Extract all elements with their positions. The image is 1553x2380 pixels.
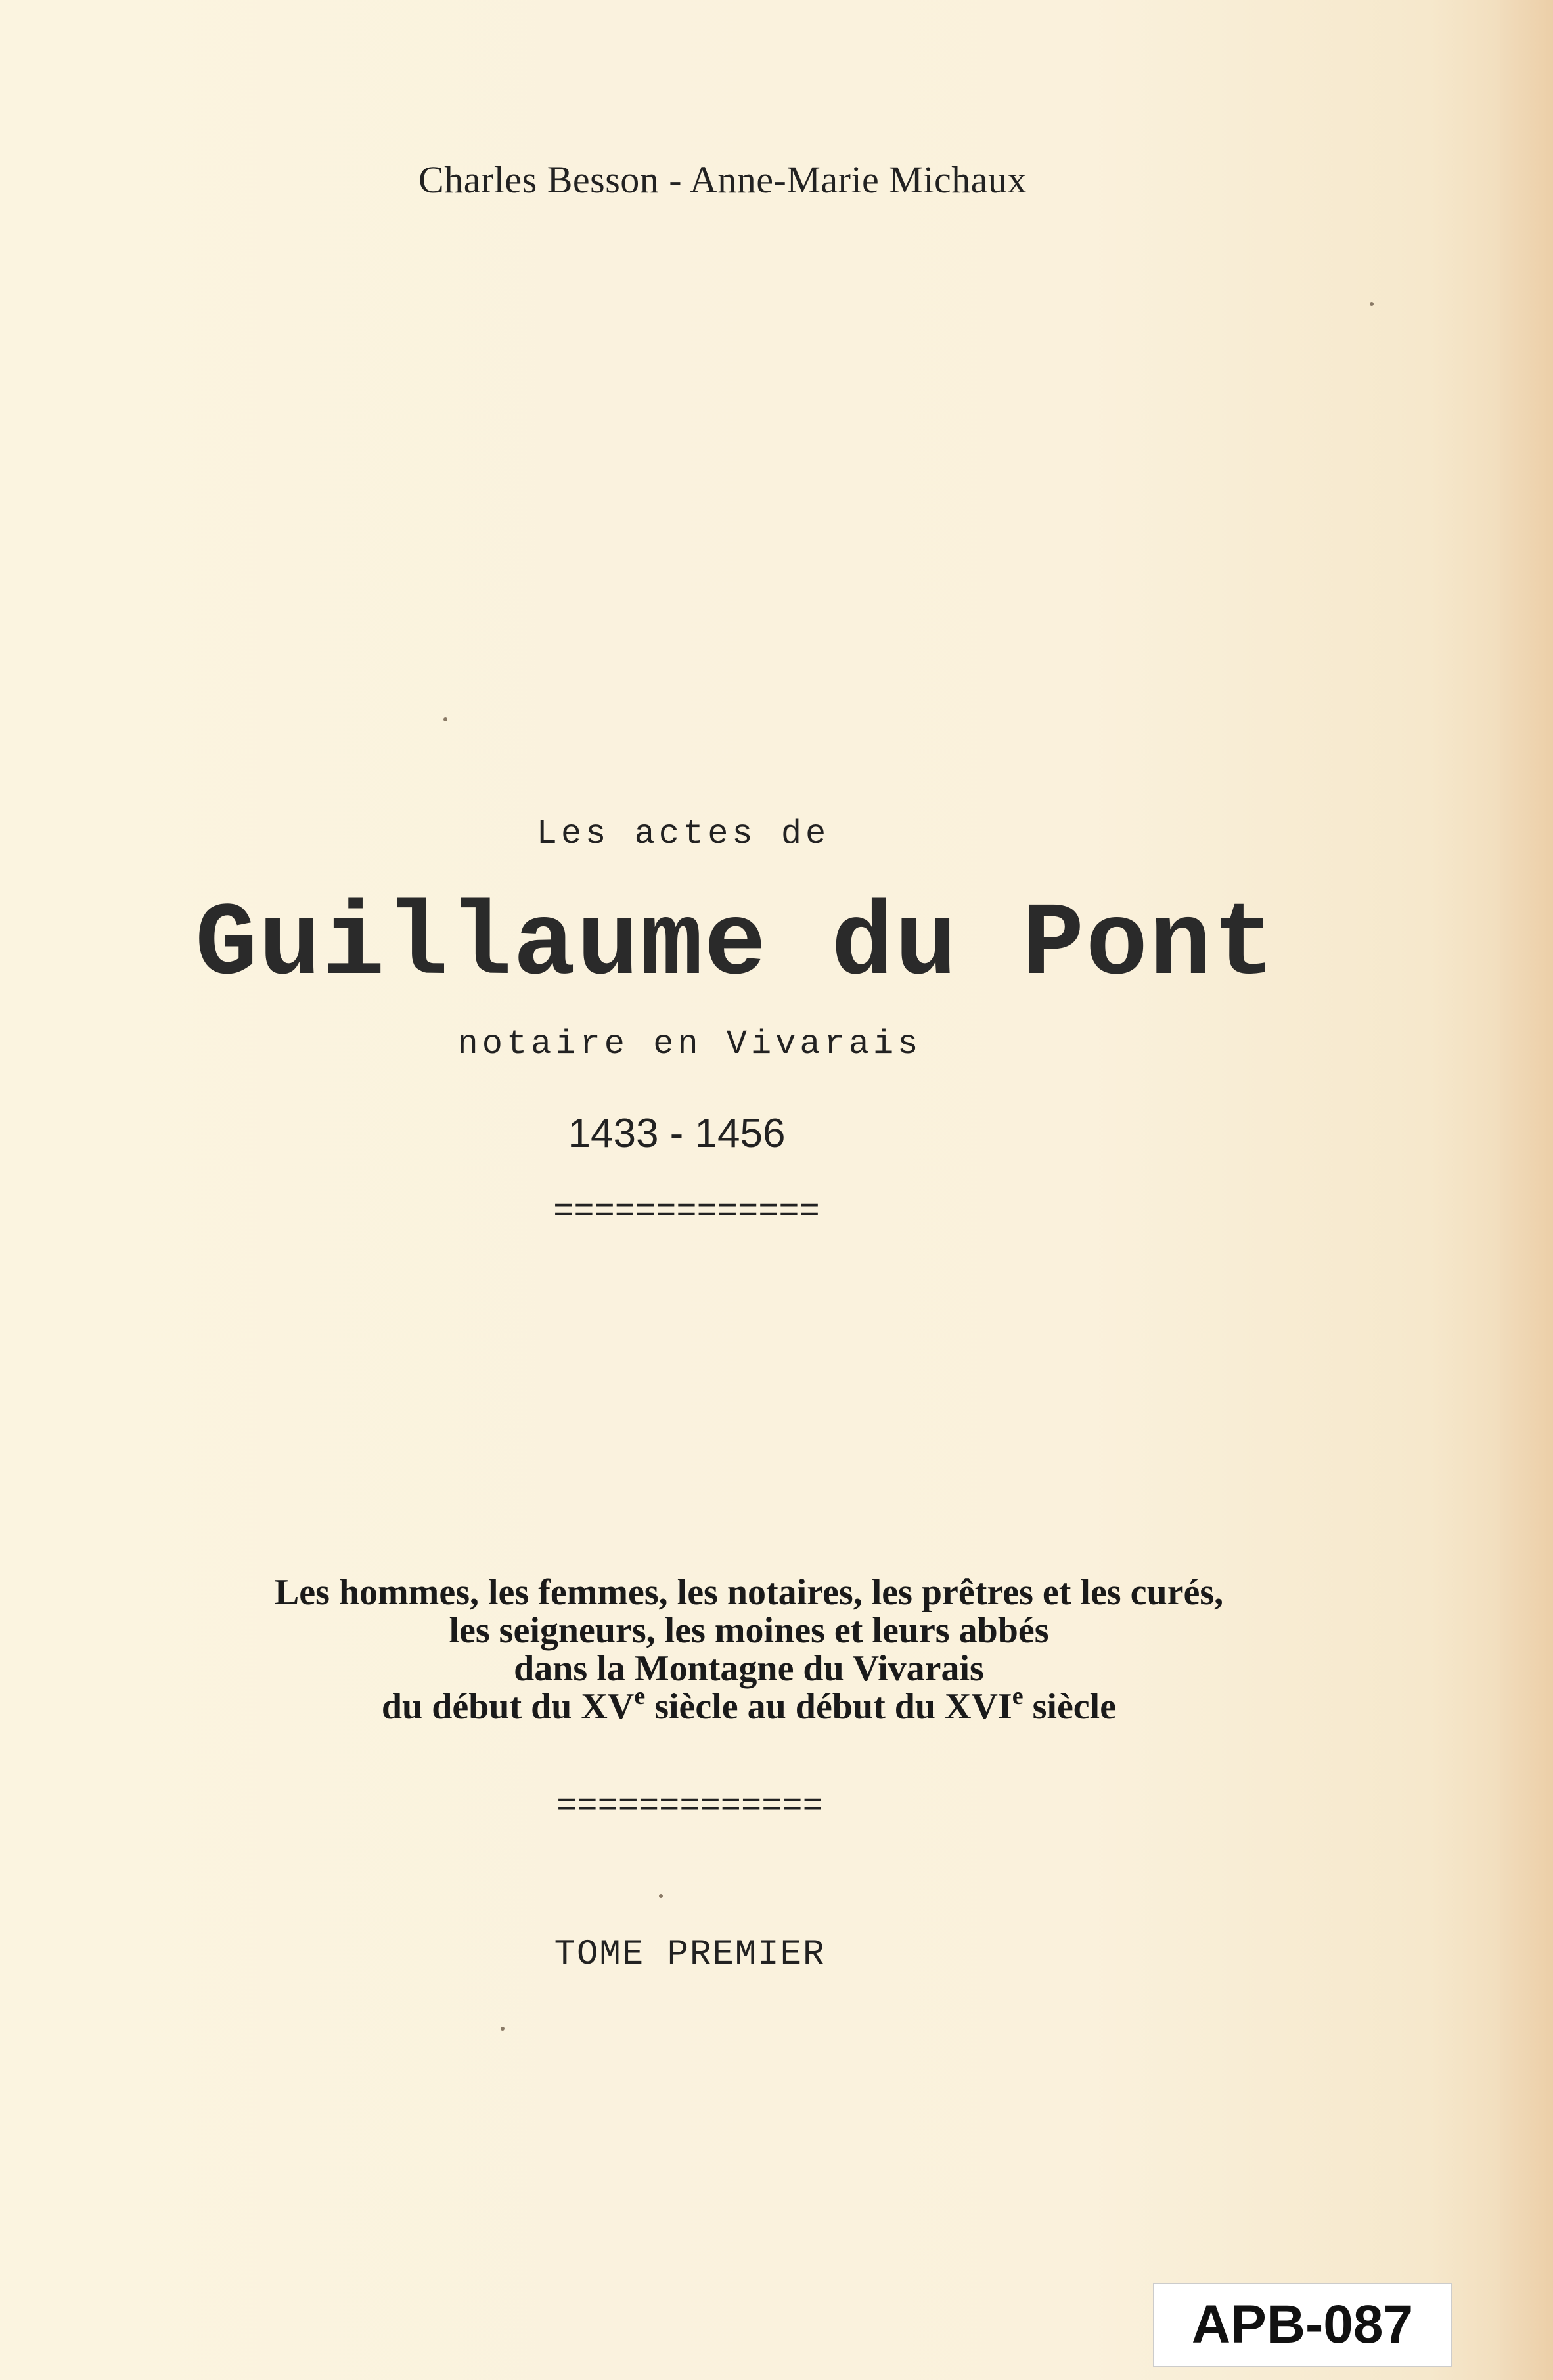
description-line-4-text-c: siècle <box>1023 1686 1117 1727</box>
shelf-label: APB-087 <box>1153 2283 1452 2367</box>
description-block <box>0 1573 1498 1726</box>
separator-top: ============= <box>553 1192 820 1231</box>
superscript-e-1: e <box>634 1682 646 1710</box>
description-line-1: Les hommes, les femmes, les notaires, les prêtres et les curés, <box>274 1572 1224 1613</box>
volume-label: TOME PREMIER <box>554 1935 826 1975</box>
title-prefix: Les actes de <box>536 815 830 853</box>
paper-speck <box>1370 302 1374 306</box>
description-line-3: dans la Montagne du Vivarais <box>514 1648 984 1689</box>
main-title: Guillaume du Pont <box>195 887 1276 1004</box>
subtitle: notaire en Vivarais <box>457 1025 922 1064</box>
superscript-e-2: e <box>1012 1682 1024 1710</box>
description-line-4 <box>0 1682 1498 1727</box>
description-line-2: les seigneurs, les moines et leurs abbés <box>449 1610 1049 1651</box>
authors-line: Charles Besson - Anne-Marie Michaux <box>418 158 1027 201</box>
paper-speck <box>659 1894 663 1898</box>
paper-edge <box>1500 0 1553 2380</box>
description-line-4-text-b: siècle au début du XVI <box>645 1686 1012 1727</box>
paper-speck <box>501 2027 505 2031</box>
paper-speck <box>443 717 447 721</box>
separator-bottom: ============= <box>556 1787 823 1826</box>
description-line-4-text-a: du début du XV <box>381 1686 635 1727</box>
date-range: 1433 - 1456 <box>568 1111 786 1156</box>
